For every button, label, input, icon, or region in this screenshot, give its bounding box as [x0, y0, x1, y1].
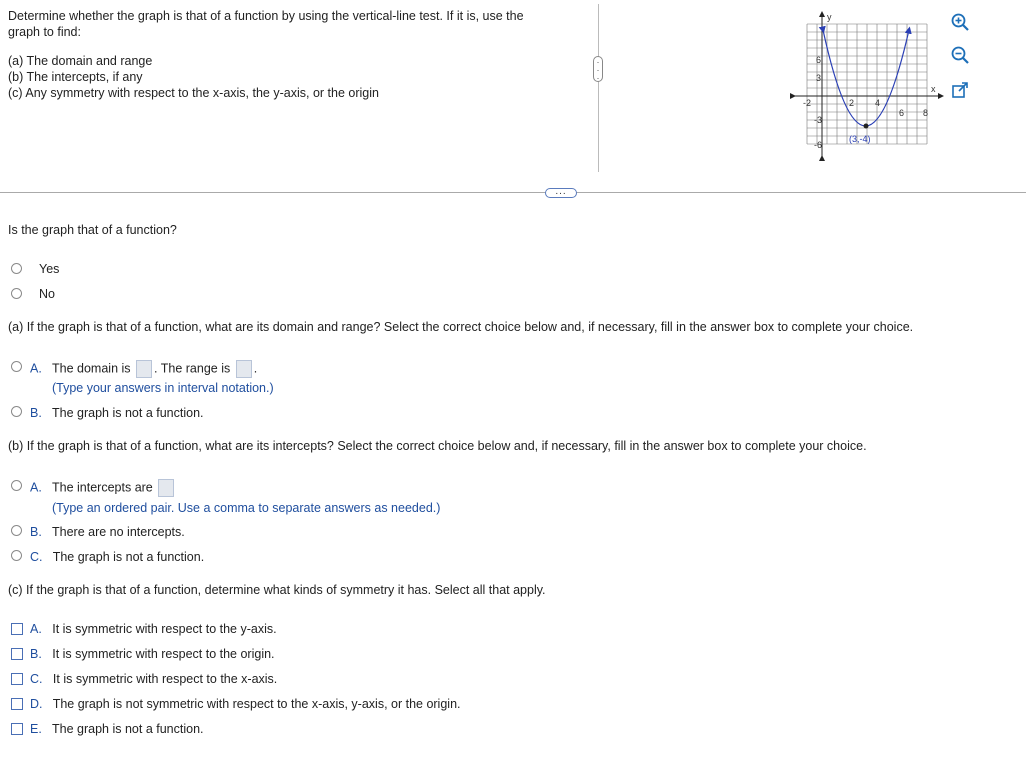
problem-item-a: (a) The domain and range — [8, 54, 153, 68]
part-c-option-d[interactable] — [30, 696, 461, 712]
domain-label: The domain is — [52, 361, 131, 376]
x-axis-label: x — [931, 84, 936, 94]
option-letter: A. — [30, 480, 42, 495]
range-label: . The range is — [154, 361, 231, 376]
option-letter: A. — [30, 622, 42, 636]
vertex-point — [864, 124, 869, 129]
option-text: The graph is not a function. — [52, 550, 205, 564]
radio-a-a[interactable] — [11, 361, 22, 372]
y-tick-neg6: -6 — [814, 140, 823, 150]
part-b-option-a[interactable] — [30, 479, 176, 497]
part-c-prompt: (c) If the graph is that of a function, determine what kinds of symmetry it has. Select all that apply. — [8, 583, 546, 597]
part-a-prompt: (a) If the graph is that of a function, what are its domain and range? Select the correct choice below and, if necessary, fill in the answer box to complete your choice. — [8, 320, 914, 334]
domain-input[interactable] — [136, 360, 152, 378]
option-letter: C. — [30, 550, 43, 564]
y-tick-6: 6 — [816, 55, 822, 65]
part-c-option-c[interactable] — [30, 671, 277, 687]
ordered-pair-hint: (Type an ordered pair. Use a comma to separate answers as needed.) — [52, 501, 441, 515]
option-letter: E. — [30, 722, 42, 736]
option-text: It is symmetric with respect to the y-axis. — [52, 622, 277, 636]
x-tick-6: 6 — [899, 108, 905, 118]
y-tick-3: 3 — [816, 73, 822, 83]
checkbox-c-a[interactable] — [11, 623, 23, 635]
checkbox-c-c[interactable] — [11, 673, 23, 685]
option-text: The graph is not symmetric with respect to the x-axis, y-axis, or the origin. — [52, 697, 461, 711]
x-tick-8: 8 — [923, 108, 929, 118]
radio-b-a[interactable] — [11, 480, 22, 491]
horizontal-resize-handle[interactable]: ... — [545, 188, 577, 198]
option-letter: A. — [30, 361, 42, 376]
parabola-curve — [823, 30, 909, 126]
option-no-label[interactable]: No — [39, 287, 55, 301]
intercepts-input[interactable] — [158, 479, 174, 497]
problem-line-1: Determine whether the graph is that of a function by using the vertical-line test. If it is, use the — [8, 9, 524, 23]
interval-hint: (Type your answers in interval notation.) — [52, 381, 274, 395]
radio-b-b[interactable] — [11, 525, 22, 536]
option-letter: B. — [30, 647, 42, 661]
x-tick-neg2: -2 — [803, 98, 812, 108]
part-c-option-a[interactable] — [30, 621, 277, 637]
option-text: It is symmetric with respect to the x-axis. — [52, 672, 278, 686]
checkbox-c-e[interactable] — [11, 723, 23, 735]
range-input[interactable] — [236, 360, 252, 378]
option-letter: D. — [30, 697, 43, 711]
option-text: The graph is not a function. — [52, 722, 204, 736]
part-c-option-e[interactable] — [30, 721, 204, 737]
y-tick-neg3: -3 — [814, 115, 823, 125]
part-b-option-b[interactable] — [30, 524, 185, 540]
function-question: Is the graph that of a function? — [8, 223, 177, 237]
option-text: The graph is not a function. — [52, 406, 204, 420]
parabola-graph — [785, 8, 945, 163]
checkbox-c-d[interactable] — [11, 698, 23, 710]
zoom-out-icon[interactable] — [950, 45, 970, 65]
radio-b-c[interactable] — [11, 550, 22, 561]
option-text: There are no intercepts. — [52, 525, 185, 539]
option-letter: B. — [30, 406, 42, 420]
intercepts-label: The intercepts are — [52, 480, 153, 495]
option-letter: B. — [30, 525, 42, 539]
radio-a-b[interactable] — [11, 406, 22, 417]
part-b-option-c[interactable] — [30, 549, 204, 565]
zoom-in-icon[interactable] — [950, 12, 970, 32]
part-c-option-b[interactable] — [30, 646, 275, 662]
problem-line-2: graph to find: — [8, 25, 81, 39]
vertical-divider — [598, 4, 599, 172]
part-b-prompt: (b) If the graph is that of a function, what are its intercepts? Select the correct choice below and, if necessary, fill in the answer box to complete your choice. — [8, 439, 867, 453]
problem-item-c: (c) Any symmetry with respect to the x-axis, the y-axis, or the origin — [8, 86, 379, 100]
checkbox-c-b[interactable] — [11, 648, 23, 660]
x-tick-4: 4 — [875, 98, 881, 108]
radio-no[interactable] — [11, 288, 22, 299]
option-letter: C. — [30, 672, 43, 686]
problem-item-b: (b) The intercepts, if any — [8, 70, 143, 84]
option-text: It is symmetric with respect to the origin. — [52, 647, 275, 661]
x-tick-2: 2 — [849, 98, 855, 108]
vertex-label: (3,-4) — [849, 134, 871, 144]
popout-icon[interactable] — [950, 80, 970, 100]
option-yes-label[interactable]: Yes — [39, 262, 60, 276]
part-a-option-a[interactable] — [30, 360, 257, 378]
y-axis-label: y — [827, 12, 832, 22]
horizontal-divider — [0, 192, 1026, 193]
range-period: . — [253, 361, 258, 376]
radio-yes[interactable] — [11, 263, 22, 274]
part-a-option-b[interactable] — [30, 405, 204, 421]
vertical-resize-handle[interactable]: · · · — [593, 56, 603, 82]
